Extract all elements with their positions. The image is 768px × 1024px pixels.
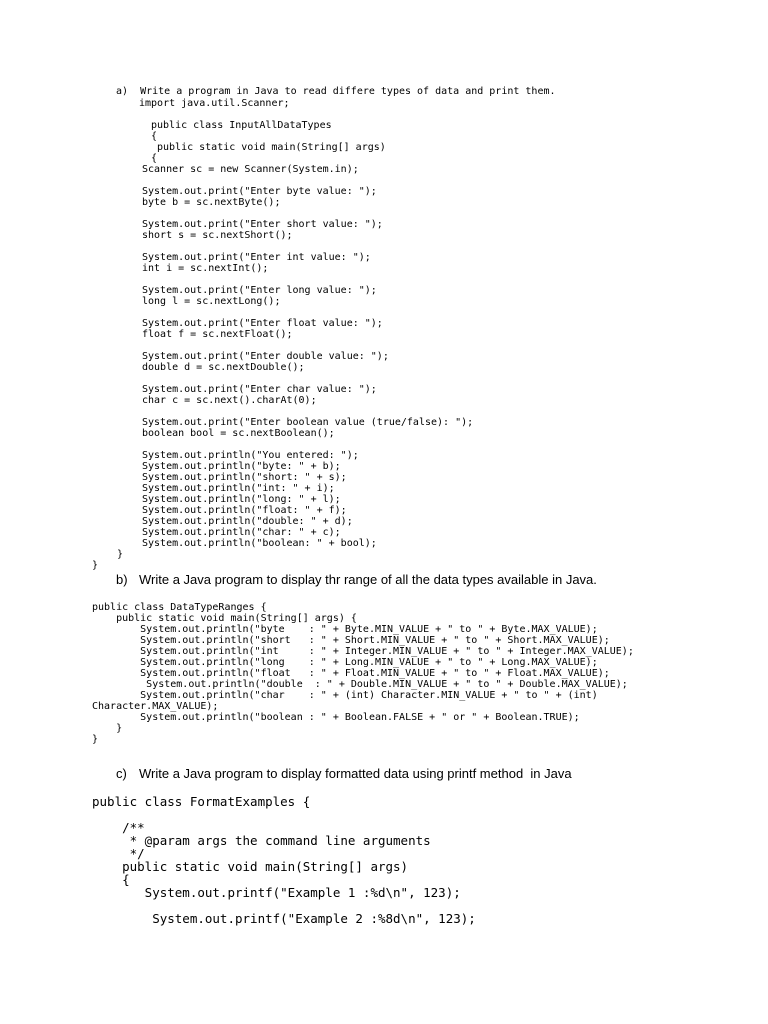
section-a-code-line: System.out.print("Enter byte value: "); — [142, 186, 377, 197]
section-b-code-line: System.out.println("float : " + Float.MIN_VALUE + " to " + Float.MAX_VALUE); — [92, 668, 610, 679]
section-a-code-line: long l = sc.nextLong(); — [142, 296, 281, 307]
section-a-close-brace-outer: } — [92, 560, 99, 571]
section-b-heading — [116, 572, 597, 588]
section-a-open-brace-1: { — [151, 131, 158, 142]
section-a-code-line — [142, 175, 473, 186]
section-a-close-brace-inner: } — [117, 549, 124, 560]
section-c-code-line: */ — [92, 846, 145, 861]
section-a-code-line: System.out.print("Enter short value: "); — [142, 219, 383, 230]
section-b-code-line: System.out.println("short : " + Short.MIN_VALUE + " to " + Short.MAX_VALUE); — [92, 635, 610, 646]
section-b-code — [92, 602, 634, 745]
section-b-code-line: System.out.println("byte : " + Byte.MIN_VALUE + " to " + Byte.MAX_VALUE); — [92, 624, 598, 635]
section-b-code-line: public static void main(String[] args) { — [92, 613, 357, 624]
section-a-code-line: byte b = sc.nextByte(); — [142, 197, 281, 208]
section-a-code-line: System.out.println("short: " + s); — [142, 472, 347, 483]
section-a-code-line: System.out.print("Enter int value: "); — [142, 252, 371, 263]
section-a-code-line — [142, 241, 473, 252]
section-a-code-line: System.out.print("Enter long value: "); — [142, 285, 377, 296]
section-a-main-decl: public static void main(String[] args) — [157, 142, 386, 153]
section-a-code-line: System.out.println("double: " + d); — [142, 516, 353, 527]
section-c-code-line: System.out.printf("Example 2 :%8d\n", 123); — [92, 911, 476, 926]
section-a-code-line — [142, 208, 473, 219]
section-c-code-line: public class FormatExamples { — [92, 794, 311, 809]
section-b-code-line: } — [92, 734, 99, 745]
section-a-code-line: System.out.println("float: " + f); — [142, 505, 347, 516]
section-a-code-line: System.out.println("byte: " + b); — [142, 461, 341, 472]
section-a-code-body — [142, 164, 473, 549]
section-c-code — [92, 794, 476, 924]
section-a-code-line: char c = sc.next().charAt(0); — [142, 395, 317, 406]
section-c-code-line: /** — [92, 820, 145, 835]
section-a-code-line: System.out.println("boolean: " + bool); — [142, 538, 377, 549]
section-a-open-brace-2: { — [151, 153, 158, 164]
section-b-marker: b) — [116, 572, 128, 587]
section-c-title: Write a Java program to display formatted data using printf method in Java — [139, 766, 572, 781]
section-b-title: Write a Java program to display thr range of all the data types available in Java. — [139, 572, 597, 587]
section-a-import: import java.util.Scanner; — [139, 98, 290, 109]
section-b-code-line: System.out.println("long : " + Long.MIN_VALUE + " to " + Long.MAX_VALUE); — [92, 657, 598, 668]
section-a-code-line: short s = sc.nextShort(); — [142, 230, 293, 241]
section-a-title: Write a program in Java to read differe types of data and print them. — [140, 86, 556, 97]
section-a-code-line: int i = sc.nextInt(); — [142, 263, 269, 274]
section-a-code-line: System.out.println("int: " + i); — [142, 483, 335, 494]
section-a-code-line — [142, 274, 473, 285]
section-a-class-decl: public class InputAllDataTypes — [151, 120, 332, 131]
section-c-code-line: * @param args the command line arguments — [92, 833, 431, 848]
section-a-code-line: System.out.print("Enter char value: "); — [142, 384, 377, 395]
section-a-code-line: Scanner sc = new Scanner(System.in); — [142, 164, 359, 175]
section-c-marker: c) — [116, 766, 127, 781]
section-a-code-line: System.out.print("Enter float value: "); — [142, 318, 383, 329]
section-a-code-line: double d = sc.nextDouble(); — [142, 362, 305, 373]
section-b-code-line: System.out.println("int : " + Integer.MIN_VALUE + " to " + Integer.MAX_VALUE); — [92, 646, 634, 657]
section-a-code-line: System.out.print("Enter boolean value (true/false): "); — [142, 417, 474, 428]
section-a-code-line: System.out.println("long: " + l); — [142, 494, 341, 505]
section-b-code-line: } — [92, 723, 123, 734]
section-b-code-line: System.out.println("boolean : " + Boolean.FALSE + " or " + Boolean.TRUE); — [92, 712, 580, 723]
section-a-code-line: System.out.println("char: " + c); — [142, 527, 341, 538]
section-a-code-line — [142, 340, 473, 351]
section-b-code-line: System.out.println("double : " + Double.MIN_VALUE + " to " + Double.MAX_VALUE); — [92, 679, 628, 690]
section-a-heading — [116, 86, 556, 97]
section-a-code-line — [142, 307, 473, 318]
section-a-code-line — [142, 406, 473, 417]
section-a-code-line: float f = sc.nextFloat(); — [142, 329, 293, 340]
section-b-code-line: public class DataTypeRanges { — [92, 602, 267, 613]
section-a-code-line: System.out.println("You entered: "); — [142, 450, 359, 461]
section-c-heading — [116, 766, 572, 782]
section-a-code-line — [142, 373, 473, 384]
section-a-code-line: System.out.print("Enter double value: "); — [142, 351, 389, 362]
section-a-code-line — [142, 439, 473, 450]
section-b-code-line: System.out.println("char : " + (int) Character.MIN_VALUE + " to " + (int) — [92, 690, 598, 701]
section-a-code-line: boolean bool = sc.nextBoolean(); — [142, 428, 335, 439]
section-c-code-line: { — [92, 872, 130, 887]
section-c-code-line: public static void main(String[] args) — [92, 859, 409, 874]
section-a-marker: a) — [116, 86, 129, 97]
section-b-code-line: Character.MAX_VALUE); — [92, 701, 219, 712]
section-c-code-line: System.out.printf("Example 1 :%d\n", 123); — [92, 885, 461, 900]
